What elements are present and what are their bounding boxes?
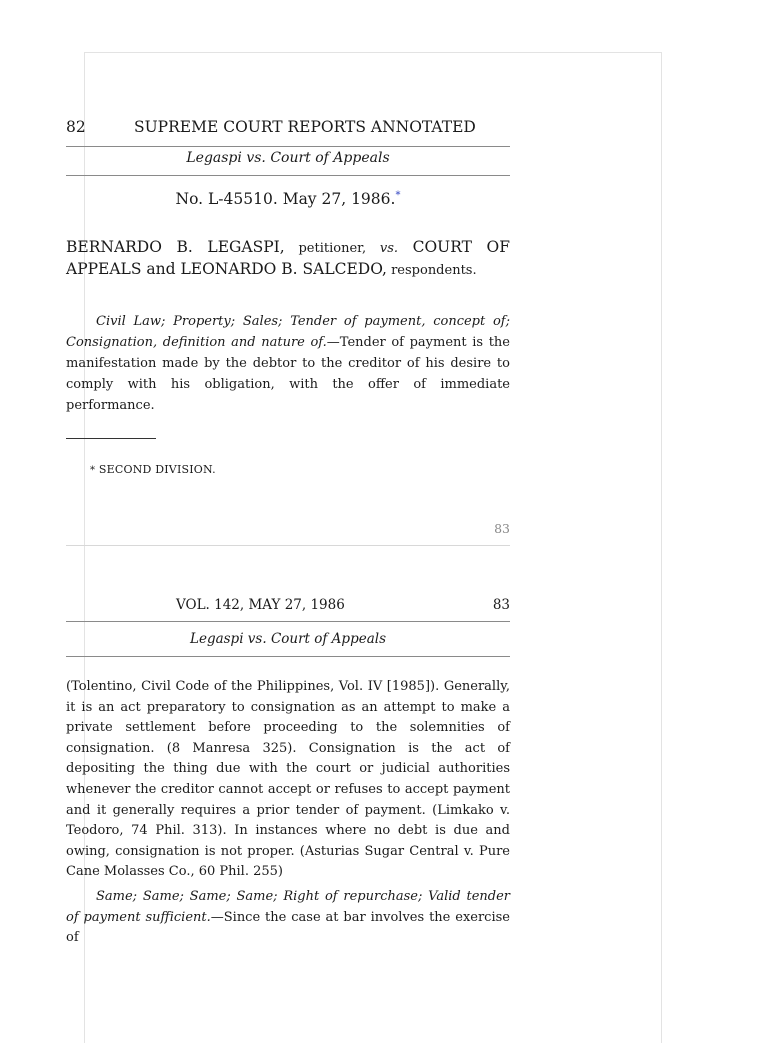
syllabus-text: —Tender of payment is the manifestation made by the debtor to the creditor of his desire to comply with his obligation, with the offer of immediate performance. <box>66 335 510 413</box>
journal-title: SUPREME COURT REPORTS ANNOTATED <box>134 118 476 136</box>
page-number: 83 <box>492 597 510 613</box>
footnote-mark: * <box>90 465 96 476</box>
syllabus-headnote: Civil Law; Property; Sales; Tender of payment, concept of; Consignation, definition and nature of. <box>66 314 510 350</box>
paragraph <box>66 887 510 949</box>
syllabus-paragraph <box>66 311 510 416</box>
paragraph: (Tolentino, Civil Code of the Philippines, Vol. IV [1985]). Generally, it is an act preparatory to consignation as an attempt to make a private settlement before proceeding to the solemnities of consignation. (8 Manresa 325). Consignation is the act of depositing the thing due with the court or judicial authorities whenever the creditor cannot accept or refuses to accept payment and it generally requires a prior tender of payment. (Limkako v. Teodoro, 74 Phil. 313). In instances where no debt is due and owing, consignation is not proper. (Asturias Sugar Central v. Pure Cane Molasses Co., 60 Phil. 255) <box>66 679 510 880</box>
paragraph-text: —Since the case at bar involves the exercise of <box>66 909 510 946</box>
footnote-rule <box>66 438 156 439</box>
respondents-role: respondents. <box>386 263 477 278</box>
docket-text: No. L-45510. May 27, 1986. <box>175 190 396 209</box>
page-break-marker: 83 <box>494 521 510 536</box>
page-break-rule <box>66 545 510 546</box>
footnote <box>90 463 216 476</box>
running-header <box>66 118 510 142</box>
versus: vs. <box>366 241 399 256</box>
volume-title: VOL. 142, MAY 27, 1986 <box>176 597 345 613</box>
case-title: Legaspi vs. Court of Appeals <box>189 631 386 647</box>
docket-footnote-link[interactable]: * <box>395 190 401 201</box>
syllabus-headnote: Same; Same; Same; Same; Right of repurchase; Valid tender of payment sufficient. <box>66 888 510 925</box>
header-rule <box>66 621 510 622</box>
header-rule <box>66 175 510 176</box>
page-number: 82 <box>66 118 86 136</box>
case-title: Legaspi vs. Court of Appeals <box>186 150 390 166</box>
docket-number <box>66 190 510 208</box>
petitioner-role: petitioner, <box>284 241 367 256</box>
footnote-text: SECOND DIVISION. <box>95 463 216 476</box>
respondents-name: COURT OF APPEALS and LEONARDO B. SALCEDO, <box>66 238 510 278</box>
body-text <box>66 677 510 949</box>
header-rule <box>66 656 510 657</box>
petitioner-name: BERNARDO B. LEGASPI, <box>66 238 285 256</box>
running-header <box>66 597 510 617</box>
parties <box>66 237 510 281</box>
header-rule <box>66 146 510 147</box>
